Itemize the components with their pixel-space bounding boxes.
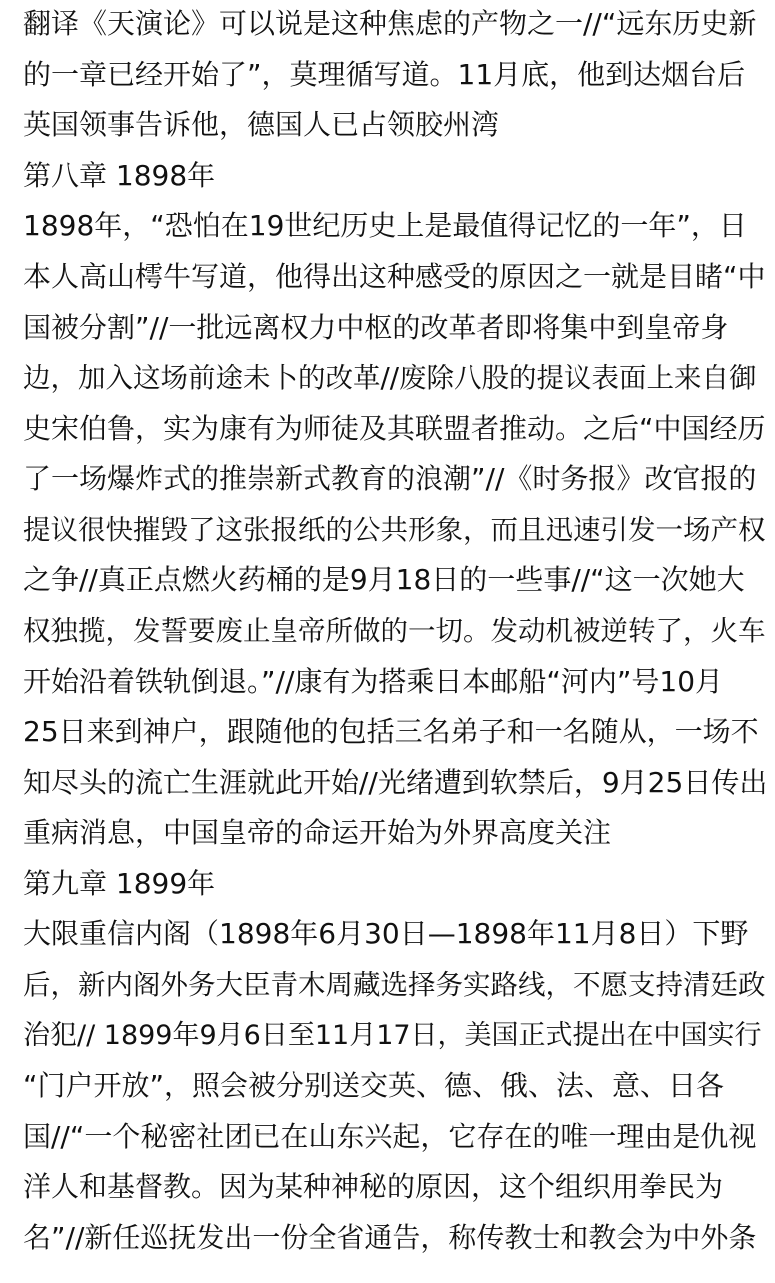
text-line: 治犯// 1899年9月6日至11月17日，美国正式提出在中国实行 (23, 1020, 762, 1051)
text-line: 提议很快摧毁了这张报纸的公共形象，而且迅速引发一场产权 (23, 514, 766, 546)
text-line: 知尽头的流亡生涯就此开始//光绪遭到软禁后，9月25日传出 (23, 766, 768, 799)
text-line: 了一场爆炸式的推崇新式教育的浪潮”//《时务报》改官报的 (23, 462, 757, 495)
text-line: “门户开放”，照会被分别送交英、德、俄、法、意、日各 (23, 1069, 725, 1102)
text-line: 25日来到神户，跟随他的包括三名弟子和一名随从，一场不 (23, 715, 759, 748)
text-line: 国被分割”//一批远离权力中枢的改革者即将集中到皇帝身 (23, 311, 729, 344)
text-line: 边，加入这场前途未卜的改革//废除八股的提议表面上来自御 (23, 362, 757, 394)
text-line: 1898年，“恐怕在19世纪历史上是最值得记忆的一年”，日 (23, 209, 747, 242)
text-line: 重病消息，中国皇帝的命运开始为外界高度关注 (23, 816, 612, 849)
text-line: 开始沿着铁轨倒退。”//康有为搭乘日本邮船“河内”号10月 (23, 665, 724, 698)
text-line: 本人高山樗牛写道，他得出这种感受的原因之一就是目睹“中 (23, 260, 766, 293)
text-line: 翻译《天演论》可以说是这种焦虑的产物之一//“远东历史新 (23, 7, 757, 40)
text-line: 名”//新任巡抚发出一份全省通告，称传教士和教会为中外条 (23, 1221, 757, 1254)
text-line: 洋人和基督教。因为某种神秘的原因，这个组织用拳民为 (23, 1170, 724, 1203)
text-line: 权独揽，发誓要废止皇帝所做的一切。发动机被逆转了，火车 (23, 615, 766, 647)
text-line: 国//“一个秘密社团已在山东兴起，它存在的唯一理由是仇视 (23, 1120, 757, 1153)
text-line: 英国领事告诉他，德国人已占领胶州湾 (23, 108, 500, 141)
text-line: 史宋伯鲁，实为康有为师徒及其联盟者推动。之后“中国经历 (23, 412, 766, 445)
text-line: 大限重信内阁（1898年6月30日—1898年11月8日）下野 (23, 917, 749, 950)
text-line: 之争//真正点燃火药桶的是9月18日的一些事//“这一次她大 (23, 563, 745, 596)
chapter-heading: 第八章 1898年 (23, 159, 216, 192)
text-line: 的一章已经开始了”，莫理循写道。11月底，他到达烟台后 (23, 58, 746, 91)
text-line: 后，新内阁外务大臣青木周藏选择务实路线，不愿支持清廷政 (23, 969, 766, 1001)
chapter-heading: 第九章 1899年 (23, 867, 216, 900)
